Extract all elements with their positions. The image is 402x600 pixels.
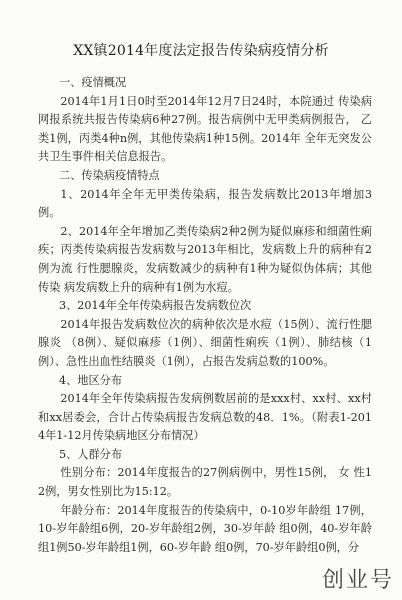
section-heading-ranking: 3、2014年全年传染病报告发病数位次 <box>59 299 252 313</box>
section-heading-region: 4、地区分布 <box>59 373 123 387</box>
paragraph-gender: 性别分布：2014年度报告的27例病例中，男性15例， 女 性12例，男女性别比为15:12。 <box>38 466 372 499</box>
section-heading-features: 二、传染病疫情特点 <box>59 168 160 182</box>
paragraph-feature-1: 1、2014年全年无甲类传染病，报告发病数比2013年增加3例。 <box>38 187 372 220</box>
paragraph-overview: 2014年1月1日0时至2014年12月7日24时，本院通过 传染病网报系统共报告传染病6种27例。报告病例中无甲类病例报告， 乙类1例，丙类4种n例，其他传染病1种15例。2014年 全年无突发公共卫生事件相关信息报告。 <box>38 94 372 164</box>
paragraph-region: 2014年全年传染病报告发病例数居前的是xxx村、xx村、xx村和xx居委会，合计占传染病报告发病总数的48．1%。（附表1-2014年1-12月传染病地区分布情况） <box>38 392 372 443</box>
watermark: 创业号 <box>321 568 394 593</box>
paragraph-feature-2: 2、2014年全年增加乙类传染病2种2例为疑似麻疹和细菌性痢疾；丙类传染病报告发病数与2013年相比，发病数上升的病种有2例为流 行性腮腺炎，发病数减少的病种有1种为疑似伪体病；其他传染 病发病数上升的病种有1例为水痘。 <box>38 224 372 294</box>
page-title: XX镇2014年度法定报告传染病疫情分析 <box>73 43 329 59</box>
paragraph-age: 年龄分布：2014年度报告的传染病中，0-10岁年龄组 17例，10-岁年龄组6例，20-岁年龄组2例，30-岁年龄 组0例，40-岁年龄组1例50-岁年龄组1例，60-岁年龄 组0例，70-岁年龄组0例，分 <box>38 503 372 554</box>
section-heading-overview: 一、疫情概况 <box>59 76 127 89</box>
paragraph-ranking: 2014年报告发病数位次的病种依次是水痘（15例）、流行性腮腺炎 （8例）、疑似麻疹（1例）、细菌性痢疾（1例）、肺结核（1 例）、急性出血性结膜炎（1例），占报告发病总数的100%。 <box>38 317 372 368</box>
document-body <box>38 74 372 557</box>
section-heading-population: 5、人群分布 <box>59 447 123 461</box>
